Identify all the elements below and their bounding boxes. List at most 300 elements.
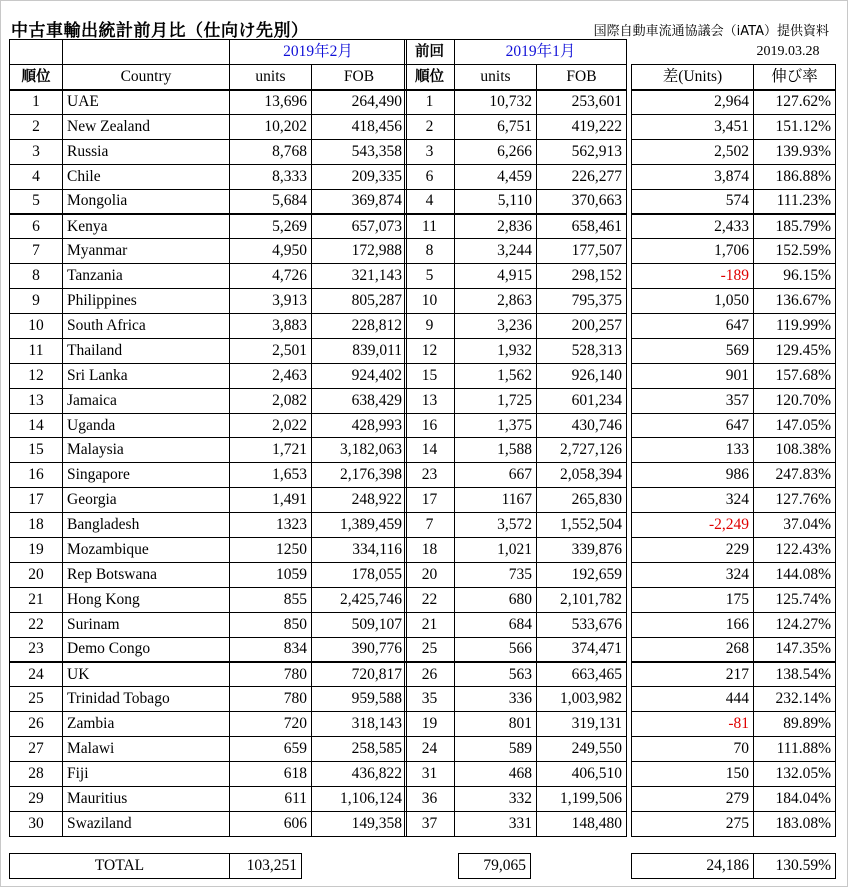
rank-cell: 14 [10,413,63,438]
table-row [405,463,627,488]
growth-cell: 124.27% [754,612,836,637]
table-row [405,289,627,314]
diff-cell: 647 [632,413,754,438]
growth-cell: 232.14% [754,687,836,712]
table-row [405,811,627,836]
growth-cell: 151.12% [754,114,836,139]
diff-cell: 3,451 [632,114,754,139]
growth-cell: 138.54% [754,662,836,687]
units-cell: 606 [230,811,312,836]
prev-units-cell: 336 [455,687,537,712]
units-cell: 3,883 [230,314,312,339]
table-row [405,786,627,811]
table-row [632,811,836,836]
fob-cell: 509,107 [312,612,407,637]
fob-cell: 264,490 [312,90,407,115]
diff-cell: 444 [632,687,754,712]
diff-cell: 2,502 [632,139,754,164]
rank-cell: 28 [10,762,63,787]
table-row [632,413,836,438]
table-row [10,612,407,637]
table-row [10,811,407,836]
table-row [10,513,407,538]
growth-cell: 119.99% [754,314,836,339]
country-cell: Singapore [63,463,230,488]
prev-fob-cell: 249,550 [537,737,627,762]
table-row [405,587,627,612]
growth-cell: 127.62% [754,90,836,115]
table-row [10,587,407,612]
prev-rank-cell: 15 [405,363,455,388]
prev-fob-cell: 430,746 [537,413,627,438]
table-row [632,139,836,164]
units-cell: 1059 [230,562,312,587]
prev-fob-cell: 298,152 [537,264,627,289]
country-cell: Trinidad Tobago [63,687,230,712]
diff-cell: 275 [632,811,754,836]
prev-fob-cell: 1,199,506 [537,786,627,811]
table-row [405,214,627,239]
country-cell: Uganda [63,413,230,438]
table-row [632,712,836,737]
prev-rank-cell: 17 [405,488,455,513]
prev-rank-cell: 22 [405,587,455,612]
diff-cell: 2,433 [632,214,754,239]
diff-cell: 166 [632,612,754,637]
diff-cell: 279 [632,786,754,811]
table-row [632,687,836,712]
prev-rank-cell: 37 [405,811,455,836]
diff-table [631,64,836,837]
country-cell: Sri Lanka [63,363,230,388]
table-row [632,264,836,289]
units-cell: 3,913 [230,289,312,314]
fob-cell: 839,011 [312,338,407,363]
table-row [405,239,627,264]
diff-cell: 1,706 [632,239,754,264]
table-row [10,114,407,139]
diff-cell: 357 [632,388,754,413]
fob-cell: 2,176,398 [312,463,407,488]
table-row [10,637,407,662]
prev-units-cell: 6,751 [455,114,537,139]
table-row [405,164,627,189]
diff-cell: 324 [632,488,754,513]
diff-cell: 217 [632,662,754,687]
rank-cell: 12 [10,363,63,388]
growth-cell: 37.04% [754,513,836,538]
prev-rank-header: 順位 [405,65,455,90]
rank-cell: 8 [10,264,63,289]
growth-cell: 152.59% [754,239,836,264]
prev-fob-cell: 2,727,126 [537,438,627,463]
units-cell: 1,721 [230,438,312,463]
table-row [632,289,836,314]
rank-cell: 3 [10,139,63,164]
country-cell: Malawi [63,737,230,762]
prev-rank-cell: 3 [405,139,455,164]
fob-cell: 248,922 [312,488,407,513]
prev-fob-cell: 663,465 [537,662,627,687]
table-row [10,239,407,264]
table-row [632,538,836,563]
table-row [632,513,836,538]
table-row [405,363,627,388]
table-row [632,90,836,115]
rank-cell: 11 [10,338,63,363]
rank-cell: 21 [10,587,63,612]
header-blank-cell [63,40,230,65]
country-cell: Philippines [63,289,230,314]
growth-cell: 96.15% [754,264,836,289]
table-row [632,463,836,488]
prev-units-cell: 4,459 [455,164,537,189]
country-cell: Myanmar [63,239,230,264]
table-row [632,488,836,513]
prev-rank-cell: 12 [405,338,455,363]
country-cell: Rep Botswana [63,562,230,587]
country-cell: Russia [63,139,230,164]
rank-cell: 10 [10,314,63,339]
prev-units-cell: 3,572 [455,513,537,538]
rank-cell: 4 [10,164,63,189]
table-row [405,438,627,463]
country-cell: Mauritius [63,786,230,811]
growth-cell: 185.79% [754,214,836,239]
growth-cell: 125.74% [754,587,836,612]
diff-cell: -189 [632,264,754,289]
units-cell: 855 [230,587,312,612]
table-row [10,264,407,289]
prev-fob-header: FOB [537,65,627,90]
table-row [10,662,407,687]
table-row [632,239,836,264]
report-date: 2019.03.28 [756,44,820,59]
prev-fob-cell: 2,058,394 [537,463,627,488]
prev-units-header: units [455,65,537,90]
prev-rank-cell: 26 [405,662,455,687]
prev-rank-cell: 13 [405,388,455,413]
prev-units-cell: 468 [455,762,537,787]
table-row [405,762,627,787]
prev-units-cell: 2,836 [455,214,537,239]
page-title: 中古車輸出統計前月比（仕向け先別） [11,21,309,41]
prev-rank-cell: 23 [405,463,455,488]
growth-cell: 122.43% [754,538,836,563]
prev-units-cell: 735 [455,562,537,587]
units-cell: 4,726 [230,264,312,289]
table-row [405,488,627,513]
diff-cell: 2,964 [632,90,754,115]
fob-cell: 258,585 [312,737,407,762]
prev-units-cell: 10,732 [455,90,537,115]
units-cell: 780 [230,687,312,712]
fob-cell: 657,073 [312,214,407,239]
growth-cell: 247.83% [754,463,836,488]
growth-cell: 147.35% [754,637,836,662]
prev-units-cell: 6,266 [455,139,537,164]
table-row [405,189,627,214]
prev-units-cell: 5,110 [455,189,537,214]
fob-cell: 318,143 [312,712,407,737]
table-row [632,214,836,239]
prev-rank-cell: 20 [405,562,455,587]
fob-cell: 805,287 [312,289,407,314]
rank-cell: 18 [10,513,63,538]
table-row [632,637,836,662]
rank-cell: 15 [10,438,63,463]
diff-cell: 70 [632,737,754,762]
growth-cell: 132.05% [754,762,836,787]
prev-units-cell: 4,915 [455,264,537,289]
prev-rank-cell: 2 [405,114,455,139]
fob-header: FOB [312,65,407,90]
feb-period-header: 2019年2月 [230,40,407,65]
units-cell: 8,768 [230,139,312,164]
header-blank-cell [10,40,63,65]
units-cell: 720 [230,712,312,737]
prev-units-cell: 3,236 [455,314,537,339]
growth-header: 伸び率 [754,65,836,90]
table-row [10,463,407,488]
table-row [405,662,627,687]
country-cell: Chile [63,164,230,189]
prev-units-cell: 566 [455,637,537,662]
growth-cell: 157.68% [754,363,836,388]
units-cell: 2,501 [230,338,312,363]
prev-fob-cell: 177,507 [537,239,627,264]
fob-cell: 209,335 [312,164,407,189]
country-cell: UAE [63,90,230,115]
prev-rank-cell: 19 [405,712,455,737]
prev-fob-cell: 339,876 [537,538,627,563]
rank-cell: 17 [10,488,63,513]
table-row [10,687,407,712]
table-row [10,762,407,787]
country-cell: Tanzania [63,264,230,289]
growth-cell: 127.76% [754,488,836,513]
units-cell: 1,491 [230,488,312,513]
units-cell: 2,463 [230,363,312,388]
rank-cell: 5 [10,189,63,214]
table-row [632,786,836,811]
table-row [405,513,627,538]
table-row [10,363,407,388]
diff-header: 差(Units) [632,65,754,90]
country-cell: Malaysia [63,438,230,463]
fob-cell: 390,776 [312,637,407,662]
prev-fob-cell: 148,480 [537,811,627,836]
diff-cell: 986 [632,463,754,488]
rank-cell: 29 [10,786,63,811]
total-label: TOTAL [10,854,230,879]
total-growth-value: 130.59% [754,854,836,879]
diff-cell: 268 [632,637,754,662]
fob-cell: 1,106,124 [312,786,407,811]
country-cell: Thailand [63,338,230,363]
prev-fob-cell: 601,234 [537,388,627,413]
table-row [10,438,407,463]
fob-cell: 638,429 [312,388,407,413]
jan-table [404,39,627,837]
units-cell: 850 [230,612,312,637]
source-credit: 国際自動車流通協議会（iATA）提供資料 [593,24,829,39]
diff-cell: -2,249 [632,513,754,538]
country-header: Country [63,65,230,90]
prev-fob-cell: 265,830 [537,488,627,513]
rank-cell: 22 [10,612,63,637]
fob-cell: 172,988 [312,239,407,264]
units-cell: 13,696 [230,90,312,115]
units-cell: 659 [230,737,312,762]
growth-cell: 144.08% [754,562,836,587]
table-row [632,762,836,787]
prev-units-cell: 332 [455,786,537,811]
units-cell: 780 [230,662,312,687]
total-feb [9,853,302,879]
table-row [632,164,836,189]
prev-rank-cell: 31 [405,762,455,787]
rank-cell: 26 [10,712,63,737]
units-cell: 5,269 [230,214,312,239]
country-cell: Jamaica [63,388,230,413]
table-row [10,338,407,363]
table-row [405,388,627,413]
rank-cell: 16 [10,463,63,488]
fob-cell: 436,822 [312,762,407,787]
units-cell: 834 [230,637,312,662]
prev-rank-cell: 25 [405,637,455,662]
table-row [10,388,407,413]
prev-units-cell: 3,244 [455,239,537,264]
fob-cell: 543,358 [312,139,407,164]
feb-table [9,39,407,837]
rank-cell: 19 [10,538,63,563]
prev-rank-cell: 18 [405,538,455,563]
country-cell: Georgia [63,488,230,513]
units-cell: 1250 [230,538,312,563]
prev-units-cell: 1,588 [455,438,537,463]
country-cell: Bangladesh [63,513,230,538]
prev-header: 前回 [405,40,455,65]
table-row [632,338,836,363]
country-cell: Fiji [63,762,230,787]
country-cell: Swaziland [63,811,230,836]
table-row [405,314,627,339]
jan-period-header: 2019年1月 [455,40,627,65]
prev-fob-cell: 562,913 [537,139,627,164]
total-units: 103,251 [230,854,302,879]
prev-fob-cell: 1,552,504 [537,513,627,538]
table-row [632,612,836,637]
prev-fob-cell: 319,131 [537,712,627,737]
table-row [632,189,836,214]
table-row [10,164,407,189]
units-cell: 5,684 [230,189,312,214]
country-cell: Mongolia [63,189,230,214]
prev-rank-cell: 16 [405,413,455,438]
table-row [10,90,407,115]
growth-cell: 147.05% [754,413,836,438]
prev-rank-cell: 14 [405,438,455,463]
table-row [10,413,407,438]
country-cell: New Zealand [63,114,230,139]
table-row [405,413,627,438]
table-row [405,687,627,712]
prev-fob-cell: 192,659 [537,562,627,587]
prev-rank-cell: 1 [405,90,455,115]
diff-cell: 901 [632,363,754,388]
diff-cell: 574 [632,189,754,214]
prev-units-cell: 1,932 [455,338,537,363]
prev-rank-cell: 8 [405,239,455,264]
growth-cell: 111.88% [754,737,836,762]
table-row [10,214,407,239]
diff-cell: 150 [632,762,754,787]
table-row [632,562,836,587]
prev-fob-cell: 374,471 [537,637,627,662]
prev-rank-cell: 21 [405,612,455,637]
prev-rank-cell: 11 [405,214,455,239]
growth-cell: 183.08% [754,811,836,836]
table-row [10,737,407,762]
rank-cell: 25 [10,687,63,712]
prev-fob-cell: 1,003,982 [537,687,627,712]
table-row [632,587,836,612]
table-row [10,538,407,563]
fob-cell: 228,812 [312,314,407,339]
rank-cell: 27 [10,737,63,762]
rank-header: 順位 [10,65,63,90]
prev-units-cell: 1,375 [455,413,537,438]
rank-cell: 13 [10,388,63,413]
table-row [632,438,836,463]
rank-cell: 23 [10,637,63,662]
table-row [632,388,836,413]
fob-cell: 1,389,459 [312,513,407,538]
table-row [405,114,627,139]
growth-cell: 186.88% [754,164,836,189]
prev-rank-cell: 9 [405,314,455,339]
prev-units-cell: 680 [455,587,537,612]
fob-cell: 428,993 [312,413,407,438]
total-diff [631,853,836,879]
prev-fob-cell: 528,313 [537,338,627,363]
prev-fob-cell: 795,375 [537,289,627,314]
units-cell: 618 [230,762,312,787]
diff-cell: 324 [632,562,754,587]
prev-units-cell: 667 [455,463,537,488]
growth-cell: 111.23% [754,189,836,214]
rank-cell: 9 [10,289,63,314]
rank-cell: 7 [10,239,63,264]
prev-fob-cell: 533,676 [537,612,627,637]
prev-rank-cell: 36 [405,786,455,811]
prev-rank-cell: 10 [405,289,455,314]
total-diff-value: 24,186 [632,854,754,879]
country-cell: Zambia [63,712,230,737]
fob-cell: 321,143 [312,264,407,289]
units-cell: 1,653 [230,463,312,488]
fob-cell: 924,402 [312,363,407,388]
prev-units-cell: 684 [455,612,537,637]
fob-cell: 3,182,063 [312,438,407,463]
units-cell: 2,022 [230,413,312,438]
fob-cell: 418,456 [312,114,407,139]
rank-cell: 2 [10,114,63,139]
prev-fob-cell: 200,257 [537,314,627,339]
table-row [405,139,627,164]
